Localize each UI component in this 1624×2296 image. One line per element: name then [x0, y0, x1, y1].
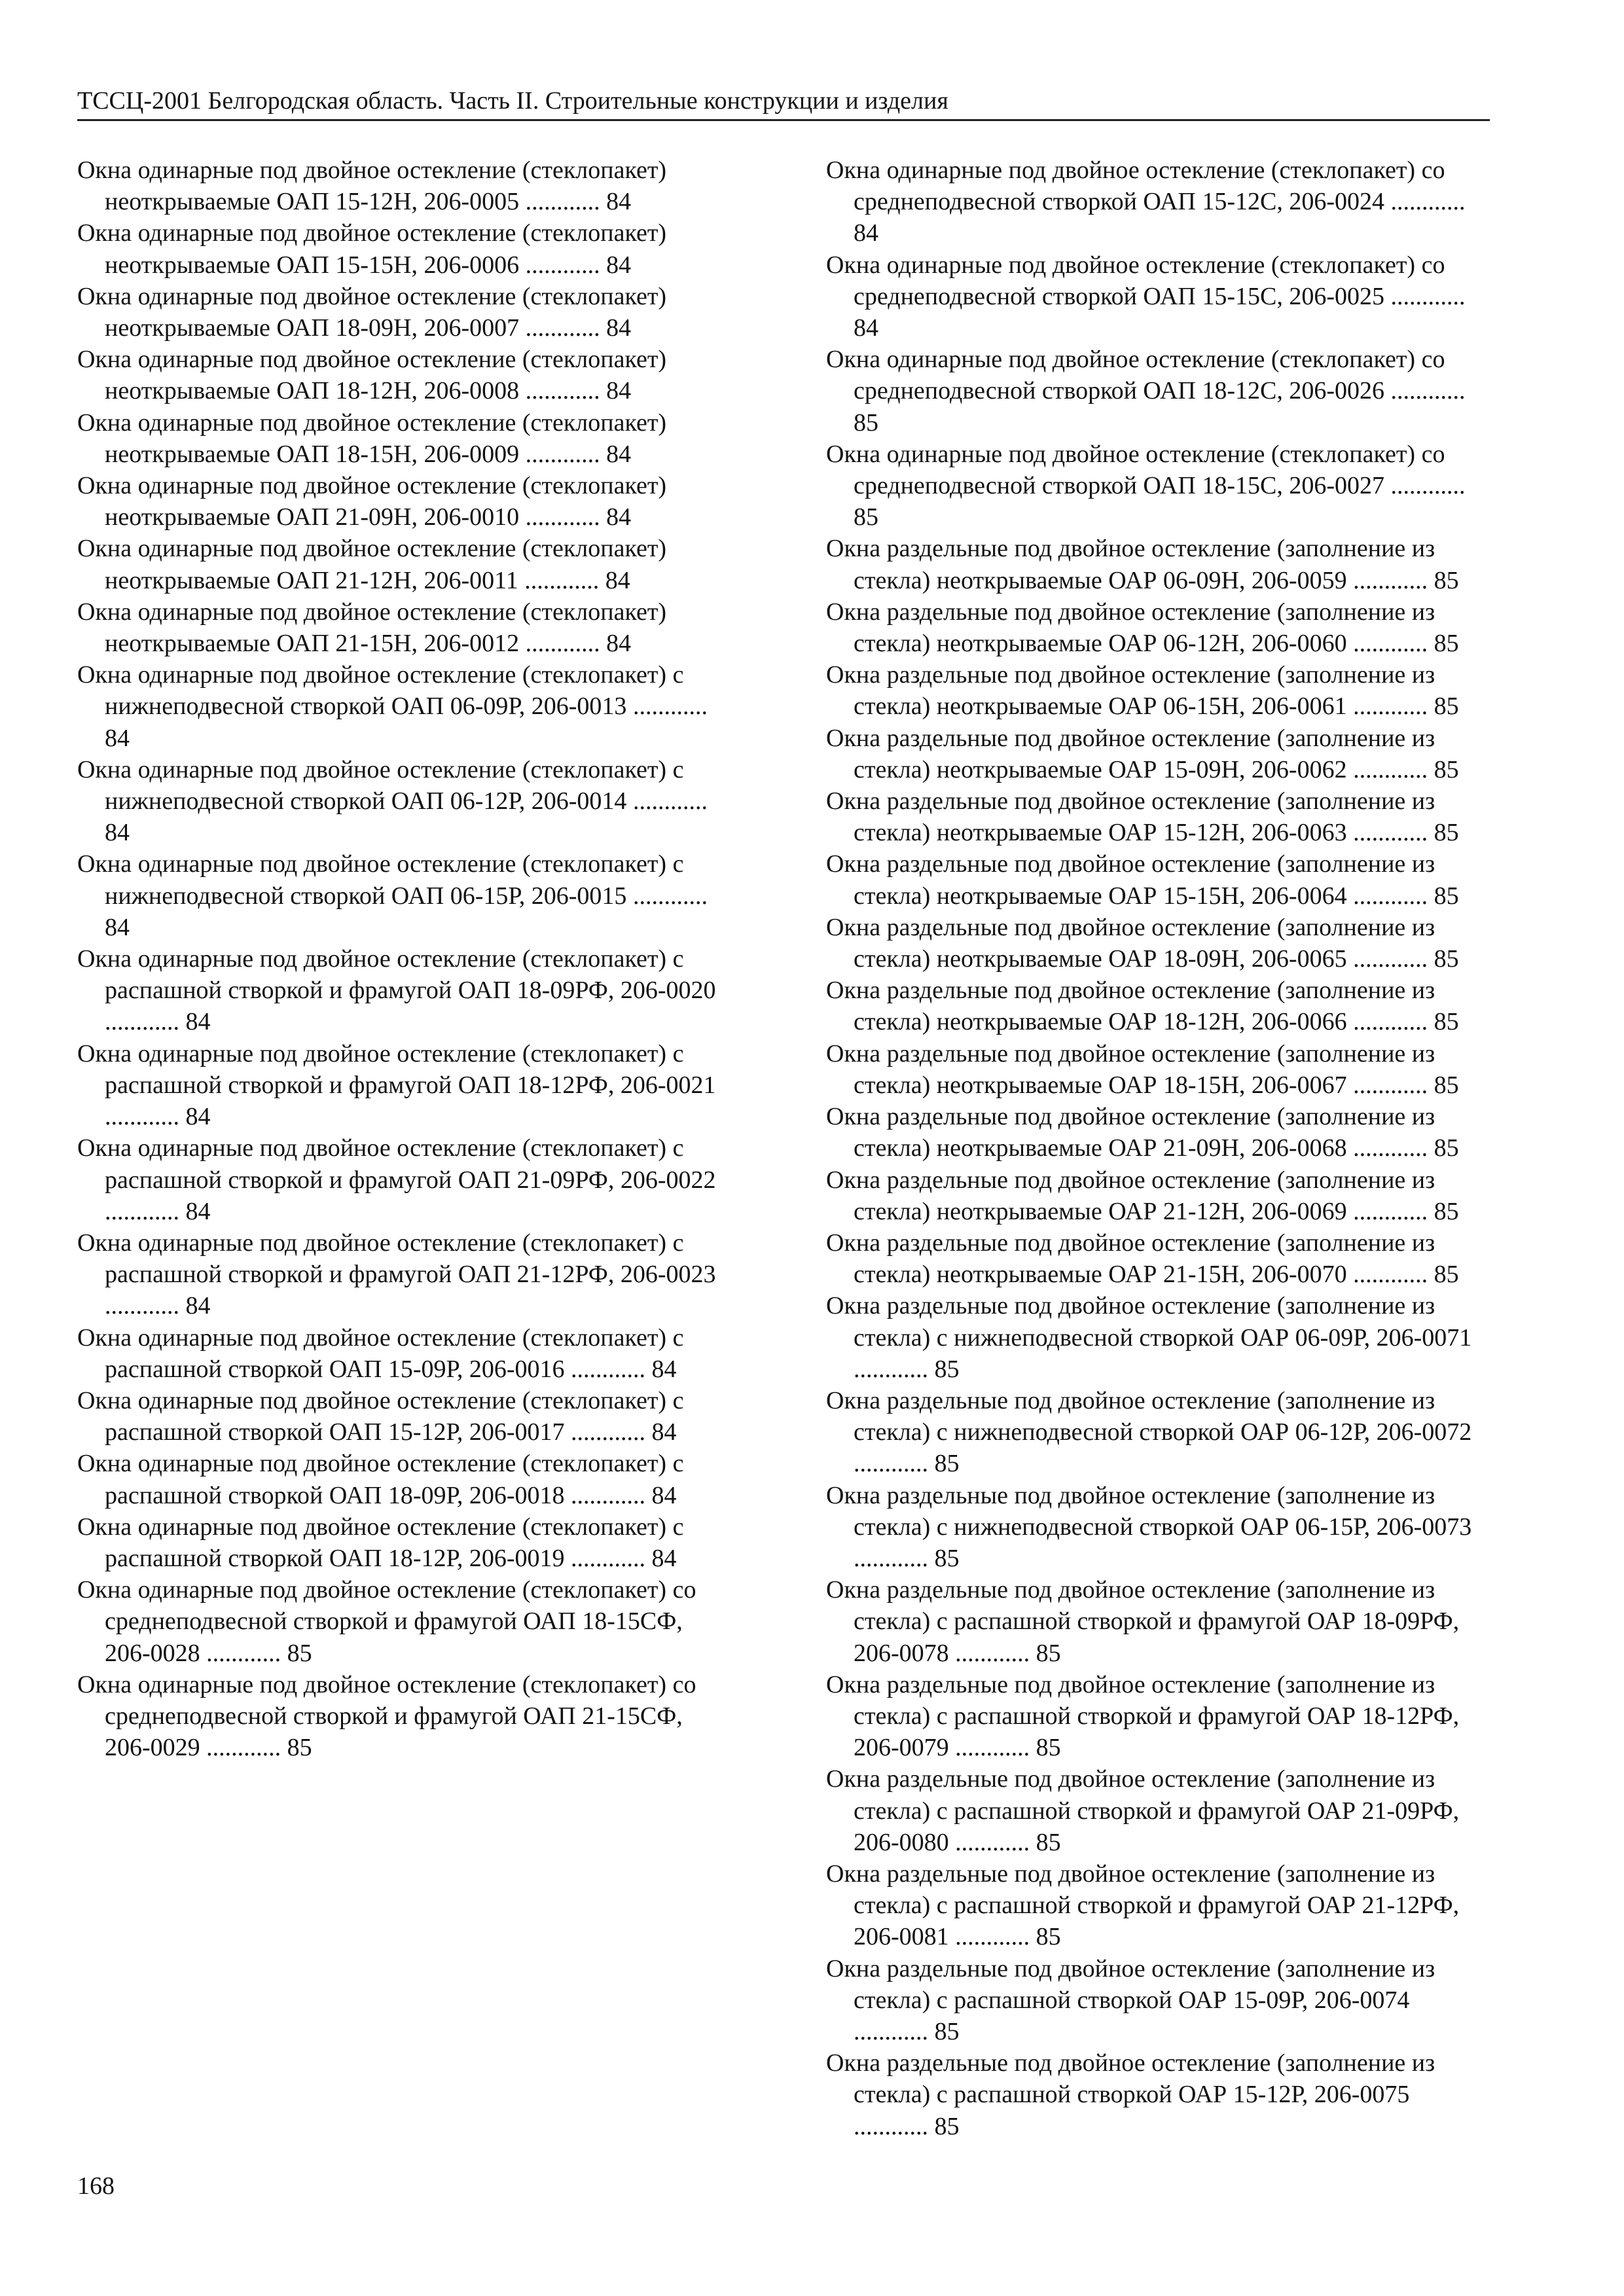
dot-leader: ............ — [519, 440, 607, 468]
dot-leader: ............ — [1384, 188, 1466, 216]
index-entry-title: Окна одинарные под двойное остекление (стеклопакет) со среднеподвесной створкой и фрамугой ОАП 18-15СФ, 206-0028 — [77, 1576, 696, 1667]
dot-leader: ............ — [626, 882, 708, 910]
index-entry — [826, 975, 1478, 1037]
dot-leader: ............ — [1346, 882, 1434, 910]
index-entry-title: Окна одинарные под двойное остекление (стеклопакет) с нижнеподвесной створкой ОАП 06-12Р, 206-0014 — [77, 755, 684, 816]
index-entry-page: 85 — [1434, 755, 1459, 783]
index-entry — [826, 1290, 1478, 1385]
index-entry-page: 85 — [934, 1355, 960, 1383]
index-entry-page: 85 — [1434, 1071, 1459, 1099]
dot-leader: ............ — [1384, 472, 1466, 500]
index-entry-page: 84 — [605, 566, 630, 594]
index-entry-title: Окна одинарные под двойное остекление (стеклопакет) неоткрываемые ОАП 15-12Н, 206-0005 — [77, 156, 667, 216]
index-entry — [826, 533, 1478, 596]
dot-leader: ............ — [626, 787, 708, 816]
dot-leader: ............ — [200, 1734, 287, 1762]
index-entry-title: Окна одинарные под двойное остекление (стеклопакет) неоткрываемые ОАП 21-09Н, 206-0010 — [77, 472, 667, 531]
dot-leader: ............ — [564, 1355, 652, 1383]
index-entry-page: 84 — [651, 1355, 677, 1383]
index-entry — [77, 1669, 729, 1764]
index-entry-page: 85 — [1434, 1261, 1459, 1289]
index-entry — [826, 1164, 1478, 1227]
index-entry-page: 85 — [1434, 566, 1459, 594]
index-entry-page: 85 — [1036, 1639, 1061, 1667]
index-entry-title: Окна раздельные под двойное остекление (заполнение из стекла) с распашной створкой и фрамугой ОАР 21-09РФ, 206-0080 — [826, 1765, 1460, 1856]
index-entry-title: Окна одинарные под двойное остекление (стеклопакет) неоткрываемые ОАП 18-12Н, 206-0008 — [77, 346, 667, 405]
index-entry-title: Окна раздельные под двойное остекление (заполнение из стекла) неоткрываемые ОАР 06-15Н, 206-0061 — [826, 661, 1435, 721]
index-entry — [826, 848, 1478, 911]
index-entry — [77, 1511, 729, 1574]
dot-leader: ............ — [948, 1923, 1036, 1951]
index-entry-page: 85 — [1434, 819, 1459, 847]
index-entry-title: Окна раздельные под двойное остекление (заполнение из стекла) неоткрываемые ОАР 18-09Н, 206-0065 — [826, 913, 1435, 973]
dot-leader: ............ — [519, 630, 607, 658]
dot-leader: ............ — [854, 2017, 935, 2045]
index-entry — [77, 754, 729, 849]
index-entry-page: 84 — [185, 1103, 211, 1131]
index-entry-page: 84 — [105, 913, 130, 941]
index-entry — [77, 281, 729, 344]
dot-leader: ............ — [105, 1292, 186, 1320]
index-entry — [77, 407, 729, 470]
dot-leader: ............ — [1346, 755, 1434, 783]
dot-leader: ............ — [1346, 1134, 1434, 1162]
index-entry-title: Окна одинарные под двойное остекление (стеклопакет) с распашной створкой ОАП 15-12Р, 206-0017 — [77, 1386, 684, 1446]
dot-leader: ............ — [564, 1418, 652, 1446]
index-entry-title: Окна одинарные под двойное остекление (стеклопакет) со среднеподвесной створкой ОАП 15-15С, 206-0025 — [826, 251, 1445, 310]
dot-leader: ............ — [1346, 566, 1434, 594]
dot-leader: ............ — [854, 1355, 935, 1383]
index-entry-title: Окна раздельные под двойное остекление (заполнение из стекла) с распашной створкой и фрамугой ОАР 18-12РФ, 206-0079 — [826, 1670, 1460, 1762]
index-entry-title: Окна раздельные под двойное остекление (заполнение из стекла) неоткрываемые ОАР 15-09Н, 206-0062 — [826, 724, 1435, 783]
index-entry-page: 85 — [934, 1544, 960, 1572]
dot-leader: ............ — [948, 1828, 1036, 1856]
index-entry-page: 85 — [854, 408, 878, 437]
index-entry-title: Окна раздельные под двойное остекление (заполнение из стекла) неоткрываемые ОАР 06-09Н, 206-0059 — [826, 535, 1435, 594]
dot-leader: ............ — [564, 1481, 652, 1509]
dot-leader: ............ — [105, 1103, 186, 1131]
dot-leader: ............ — [1346, 1261, 1434, 1289]
index-entry-page: 84 — [606, 440, 632, 468]
dot-leader: ............ — [1346, 1008, 1434, 1036]
index-entry-title: Окна раздельные под двойное остекление (заполнение из стекла) неоткрываемые ОАР 18-12Н, 206-0066 — [826, 977, 1435, 1036]
index-entry-page: 85 — [934, 2112, 960, 2140]
page-number: 168 — [77, 2172, 115, 2200]
index-entry — [77, 533, 729, 596]
index-entry-title: Окна раздельные под двойное остекление (заполнение из стекла) неоткрываемые ОАР 18-15Н, 206-0067 — [826, 1039, 1435, 1099]
index-entry — [826, 912, 1478, 975]
index-entry-title: Окна раздельные под двойное остекление (заполнение из стекла) неоткрываемые ОАР 06-12Н, 206-0060 — [826, 598, 1435, 658]
index-entry-page: 85 — [287, 1734, 312, 1762]
index-entry-title: Окна одинарные под двойное остекление (стеклопакет) с распашной створкой ОАП 15-09Р, 206-0016 — [77, 1323, 684, 1383]
index-entry — [826, 154, 1478, 249]
dot-leader: ............ — [519, 251, 607, 279]
index-entry-title: Окна раздельные под двойное остекление (заполнение из стекла) с нижнеподвесной створкой ОАР 06-15Р, 206-0073 — [826, 1481, 1472, 1541]
index-entry — [77, 217, 729, 280]
index-entry — [77, 659, 729, 754]
index-entry — [826, 1385, 1478, 1480]
index-entry-page: 84 — [606, 188, 632, 216]
index-entry — [77, 596, 729, 659]
index-entry-title: Окна одинарные под двойное остекление (стеклопакет) с нижнеподвесной створкой ОАП 06-15Р, 206-0015 — [77, 850, 684, 910]
index-entry-page: 85 — [1036, 1923, 1061, 1951]
index-entry — [77, 1448, 729, 1511]
index-entry-page: 85 — [934, 1450, 960, 1478]
dot-leader: ............ — [519, 314, 607, 342]
index-entry — [826, 596, 1478, 659]
index-entry — [826, 1858, 1478, 1953]
index-entry — [826, 1480, 1478, 1575]
dot-leader: ............ — [518, 566, 605, 594]
index-entry-title: Окна одинарные под двойное остекление (стеклопакет) с распашной створкой ОАП 18-12Р, 206-0019 — [77, 1513, 684, 1572]
index-entry — [77, 1132, 729, 1227]
index-entry — [826, 249, 1478, 344]
index-entry — [77, 1322, 729, 1385]
index-entry-title: Окна одинарные под двойное остекление (стеклопакет) с распашной створкой и фрамугой ОАП 18-09РФ, 206-0020 — [77, 945, 716, 1005]
index-entry-title: Окна раздельные под двойное остекление (заполнение из стекла) неоткрываемые ОАР 21-09Н, 206-0068 — [826, 1103, 1435, 1162]
index-entry — [77, 943, 729, 1038]
index-entry-page: 85 — [854, 503, 878, 531]
dot-leader: ............ — [626, 692, 708, 721]
index-entry-page: 84 — [651, 1418, 677, 1446]
index-entry-title: Окна одинарные под двойное остекление (стеклопакет) неоткрываемые ОАП 18-15Н, 206-0009 — [77, 408, 667, 468]
index-entry — [826, 659, 1478, 722]
index-entry-title: Окна одинарные под двойное остекление (стеклопакет) с распашной створкой и фрамугой ОАП 21-12РФ, 206-0023 — [77, 1229, 716, 1289]
index-entry-page: 85 — [1036, 1734, 1061, 1762]
index-column-left — [77, 154, 729, 1763]
index-entry-page: 85 — [1434, 1197, 1459, 1225]
index-entry-page: 85 — [1434, 1134, 1459, 1162]
index-entry-page: 84 — [185, 1292, 211, 1320]
dot-leader: ............ — [854, 1544, 935, 1572]
index-entry-page: 85 — [1036, 1828, 1061, 1856]
index-entry-page: 84 — [606, 251, 632, 279]
dot-leader: ............ — [1384, 282, 1466, 310]
dot-leader: ............ — [519, 503, 607, 531]
index-entry — [826, 785, 1478, 848]
index-column-right — [826, 154, 1478, 2142]
index-entry-page: 84 — [854, 219, 878, 247]
index-entry — [826, 439, 1478, 533]
dot-leader: ............ — [948, 1639, 1036, 1667]
index-entry-title: Окна одинарные под двойное остекление (стеклопакет) с распашной створкой и фрамугой ОАП 21-09РФ, 206-0022 — [77, 1134, 716, 1194]
index-entry-title: Окна раздельные под двойное остекление (заполнение из стекла) неоткрываемые ОАР 21-15Н, 206-0070 — [826, 1229, 1435, 1289]
index-entry-page: 84 — [606, 503, 632, 531]
dot-leader: ............ — [200, 1639, 287, 1667]
index-entry — [826, 1038, 1478, 1101]
index-entry — [826, 723, 1478, 785]
index-entry-page: 84 — [651, 1481, 677, 1509]
dot-leader: ............ — [1346, 692, 1434, 721]
dot-leader: ............ — [854, 2112, 935, 2140]
index-entry — [77, 344, 729, 406]
index-entry — [77, 1227, 729, 1322]
index-entry-page: 84 — [105, 819, 130, 847]
index-entry-title: Окна одинарные под двойное остекление (стеклопакет) неоткрываемые ОАП 21-15Н, 206-0012 — [77, 598, 667, 658]
index-entry — [826, 1763, 1478, 1858]
index-entry-page: 84 — [185, 1197, 211, 1225]
index-entry-page: 85 — [287, 1639, 312, 1667]
index-entry — [826, 1574, 1478, 1669]
index-entry — [77, 1038, 729, 1133]
index-entry — [77, 848, 729, 943]
index-entry — [826, 1227, 1478, 1290]
index-entry — [826, 344, 1478, 439]
index-entry-title: Окна раздельные под двойное остекление (заполнение из стекла) с распашной створкой и фрамугой ОАР 18-09РФ, 206-0078 — [826, 1576, 1460, 1667]
index-entry-title: Окна одинарные под двойное остекление (стеклопакет) со среднеподвесной створкой ОАП 15-12С, 206-0024 — [826, 156, 1445, 216]
index-entry-title: Окна одинарные под двойное остекление (стеклопакет) со среднеподвесной створкой и фрамугой ОАП 21-15СФ, 206-0029 — [77, 1670, 696, 1762]
dot-leader: ............ — [519, 377, 607, 405]
index-entry-title: Окна одинарные под двойное остекление (стеклопакет) со среднеподвесной створкой ОАП 18-15С, 206-0027 — [826, 440, 1445, 500]
index-entry — [77, 470, 729, 533]
index-entry-page: 84 — [185, 1008, 211, 1036]
index-entry-page: 85 — [1434, 630, 1459, 658]
index-entry-page: 85 — [1434, 945, 1459, 973]
dot-leader: ............ — [1346, 1071, 1434, 1099]
dot-leader: ............ — [105, 1197, 186, 1225]
index-entry-page: 84 — [854, 314, 878, 342]
index-entry — [77, 154, 729, 217]
index-entry-title: Окна одинарные под двойное остекление (стеклопакет) с нижнеподвесной створкой ОАП 06-09Р, 206-0013 — [77, 661, 684, 721]
index-entry — [77, 1385, 729, 1448]
dot-leader: ............ — [1384, 377, 1466, 405]
index-entry — [826, 1101, 1478, 1164]
dot-leader: ............ — [948, 1734, 1036, 1762]
index-entry-title: Окна раздельные под двойное остекление (заполнение из стекла) неоткрываемые ОАР 15-15Н, 206-0064 — [826, 850, 1435, 910]
index-entry-title: Окна раздельные под двойное остекление (заполнение из стекла) с распашной створкой и фрамугой ОАР 21-12РФ, 206-0081 — [826, 1859, 1460, 1951]
index-entry-title: Окна одинарные под двойное остекление (стеклопакет) с распашной створкой ОАП 18-09Р, 206-0018 — [77, 1450, 684, 1509]
dot-leader: ............ — [564, 1544, 652, 1572]
index-entry-title: Окна одинарные под двойное остекление (стеклопакет) неоткрываемые ОАП 15-15Н, 206-0006 — [77, 219, 667, 279]
index-entry-title: Окна одинарные под двойное остекление (стеклопакет) с распашной створкой и фрамугой ОАП 18-12РФ, 206-0021 — [77, 1039, 716, 1099]
dot-leader: ............ — [519, 188, 607, 216]
index-entry-title: Окна одинарные под двойное остекление (стеклопакет) неоткрываемые ОАП 18-09Н, 206-0007 — [77, 282, 667, 342]
dot-leader: ............ — [105, 1008, 186, 1036]
index-entry-page: 84 — [651, 1544, 677, 1572]
index-entry-title: Окна раздельные под двойное остекление (заполнение из стекла) с распашной створкой ОАР 15-12Р, 206-0075 — [826, 2049, 1435, 2109]
index-entry-title: Окна раздельные под двойное остекление (заполнение из стекла) неоткрываемые ОАР 21-12Н, 206-0069 — [826, 1166, 1435, 1225]
index-entry-title: Окна раздельные под двойное остекление (заполнение из стекла) неоткрываемые ОАР 15-12Н, 206-0063 — [826, 787, 1435, 847]
index-entry-page: 85 — [1434, 692, 1459, 721]
index-entry-page: 85 — [1434, 882, 1459, 910]
index-entry-page: 84 — [606, 314, 632, 342]
index-entry — [826, 1953, 1478, 2048]
dot-leader: ............ — [1346, 1197, 1434, 1225]
index-entry-page: 85 — [934, 2017, 960, 2045]
dot-leader: ............ — [1346, 819, 1434, 847]
index-entry-title: Окна раздельные под двойное остекление (заполнение из стекла) с нижнеподвесной створкой ОАР 06-12Р, 206-0072 — [826, 1386, 1472, 1446]
index-entry-page: 84 — [606, 630, 632, 658]
dot-leader: ............ — [1346, 945, 1434, 973]
index-entry — [826, 2047, 1478, 2142]
index-entry-title: Окна раздельные под двойное остекление (заполнение из стекла) с распашной створкой ОАР 15-09Р, 206-0074 — [826, 1954, 1435, 2014]
index-entry-page: 84 — [105, 724, 130, 752]
index-entry-title: Окна одинарные под двойное остекление (стеклопакет) со среднеподвесной створкой ОАП 18-12С, 206-0026 — [826, 346, 1445, 405]
index-entry-page: 84 — [606, 377, 632, 405]
index-entry — [77, 1574, 729, 1669]
dot-leader: ............ — [854, 1450, 935, 1478]
index-entry — [826, 1669, 1478, 1764]
running-header: ТССЦ-2001 Белгородская область. Часть II. Строительные конструкции и изделия — [77, 86, 1490, 121]
index-entry-title: Окна одинарные под двойное остекление (стеклопакет) неоткрываемые ОАП 21-12Н, 206-0011 — [77, 535, 667, 594]
index-entry-page: 85 — [1434, 1008, 1459, 1036]
index-entry-title: Окна раздельные под двойное остекление (заполнение из стекла) с нижнеподвесной створкой ОАР 06-09Р, 206-0071 — [826, 1292, 1472, 1352]
dot-leader: ............ — [1346, 630, 1434, 658]
